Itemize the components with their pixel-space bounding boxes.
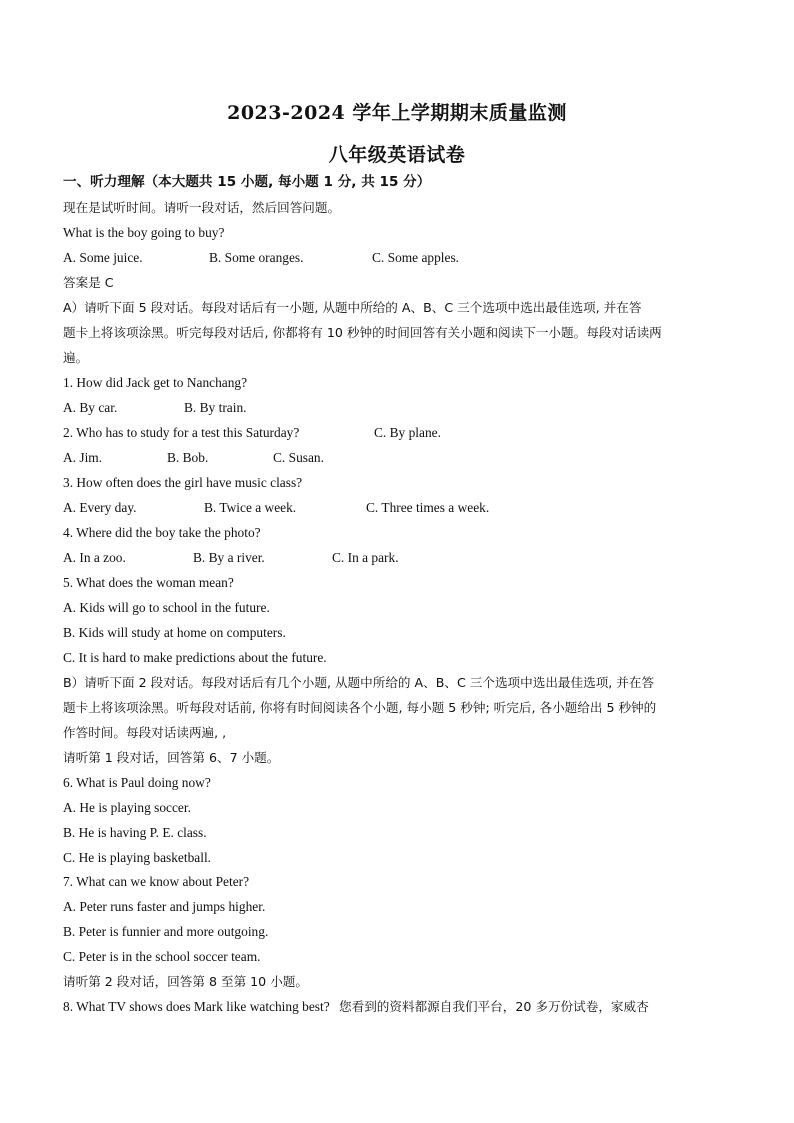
question-3: 3. How often does the girl have music class? [63, 475, 303, 490]
question-1: 1. How did Jack get to Nanchang? [63, 375, 248, 390]
exam-subtitle: 八年级英语试卷 [328, 144, 466, 166]
part-b-instructions-2: 题卡上将该项涂黑。听每段对话前, 你将有时间阅读各个小题, 每小题 5 秒钟; 听完后, 各小题给出 5 秒钟的 [63, 700, 657, 715]
q7-option-a: A. Peter runs faster and jumps higher. [63, 899, 266, 914]
dialog-1-instructions: 请听第 1 段对话，回答第 6、7 小题。 [63, 750, 280, 765]
part-a-instructions-1: A）请听下面 5 段对话。每段对话后有一小题, 从题中所给的 A、B、C 三个选项中选出最佳选项, 并在答 [63, 300, 642, 315]
trial-option-c: C. Some apples. [372, 250, 460, 265]
question-8-row [63, 998, 734, 1016]
q3-option-b: B. Twice a week. [204, 500, 297, 515]
q1-option-a: A. By car. [63, 400, 118, 415]
q5-option-a: A. Kids will go to school in the future. [63, 600, 270, 615]
question-4: 4. Where did the boy take the photo? [63, 525, 261, 540]
question-2: 2. Who has to study for a test this Saturday? [63, 425, 300, 440]
trial-intro: 现在是试听时间。请听一段对话，然后回答问题。 [63, 200, 341, 215]
q3-option-a: A. Every day. [63, 500, 137, 515]
question-6: 6. What is Paul doing now? [63, 775, 211, 790]
exam-title: 2023-2024 学年上学期期末质量监测 [227, 102, 567, 124]
q4-option-b: B. By a river. [193, 550, 265, 565]
q2-option-a: A. Jim. [63, 450, 103, 465]
part-a-instructions-2: 题卡上将该项涂黑。听完每段对话后, 你都将有 10 秒钟的时间回答有关小题和阅读下一小题。每段对话读两 [63, 325, 662, 340]
q6-option-a: A. He is playing soccer. [63, 800, 191, 815]
q2-option-b: B. Bob. [167, 450, 209, 465]
question-8: 8. What TV shows does Mark like watching best? [63, 999, 330, 1014]
trial-answer: 答案是 C [63, 275, 114, 290]
q7-option-c: C. Peter is in the school soccer team. [63, 949, 261, 964]
trial-question: What is the boy going to buy? [63, 225, 225, 240]
trial-option-b: B. Some oranges. [209, 250, 304, 265]
part-a-instructions-3: 遍。 [63, 350, 89, 365]
q1-option-b: B. By train. [184, 400, 247, 415]
question-5: 5. What does the woman mean? [63, 575, 234, 590]
q6-option-c: C. He is playing basketball. [63, 850, 212, 865]
dialog-2-instructions: 请听第 2 段对话，回答第 8 至第 10 小题。 [63, 974, 308, 989]
q4-option-c: C. In a park. [332, 550, 399, 565]
q3-option-c: C. Three times a week. [366, 500, 490, 515]
part-b-instructions-3: 作答时间。每段对话读两遍, , [63, 725, 227, 740]
question-7: 7. What can we know about Peter? [63, 874, 250, 889]
q5-option-b: B. Kids will study at home on computers. [63, 625, 286, 640]
part-b-instructions-1: B）请听下面 2 段对话。每段对话后有几个小题, 从题中所给的 A、B、C 三个选项中选出最佳选项, 并在答 [63, 675, 655, 690]
q8-trailing-note: 您看到的资料都源自我们平台，20 多万份试卷，家威杏 [339, 999, 649, 1014]
q1-option-c: C. By plane. [374, 425, 441, 440]
q7-option-b: B. Peter is funnier and more outgoing. [63, 924, 269, 939]
q4-option-a: A. In a zoo. [63, 550, 126, 565]
trial-option-a: A. Some juice. [63, 250, 143, 265]
q2-option-c: C. Susan. [273, 450, 324, 465]
q5-option-c: C. It is hard to make predictions about the future. [63, 650, 327, 665]
q6-option-b: B. He is having P. E. class. [63, 825, 207, 840]
section-heading-listening: 一、听力理解（本大题共 15 小题, 每小题 1 分, 共 15 分） [63, 174, 431, 190]
